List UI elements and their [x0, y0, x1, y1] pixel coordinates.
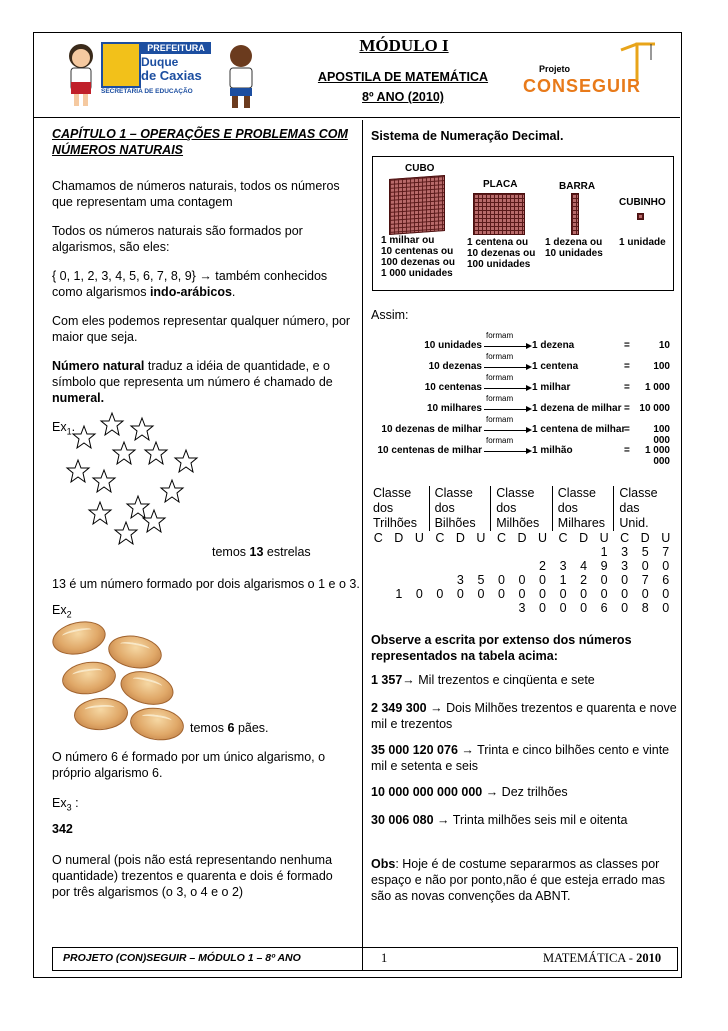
arrow-right-icon: [484, 388, 530, 389]
table-cell: 1: [600, 545, 608, 559]
conversion-equals: =: [624, 340, 630, 351]
column-divider: [362, 120, 363, 955]
star-icon: [115, 522, 137, 544]
table-cell: [491, 545, 512, 559]
ex1-tail: .: [71, 420, 76, 434]
footer-subject-text: MATEMÁTICA -: [543, 951, 637, 965]
conversion-figure: [372, 331, 674, 467]
barra-desc-line: 1 dezena ou: [545, 237, 603, 248]
table-cell: 0: [559, 587, 567, 601]
table-cell: 1: [395, 587, 403, 601]
bread-caption-c: pães.: [234, 721, 269, 735]
table-cell: 0: [600, 587, 608, 601]
footer-project: PROJETO (CON)SEGUIR – MÓDULO 1 – 8º ANO: [63, 952, 301, 964]
footer-year: 2010: [636, 951, 662, 965]
column-header: C: [435, 531, 445, 545]
projeto-conseguir-logo: [517, 40, 665, 110]
table-cell: [368, 559, 389, 573]
table-cell: [430, 573, 451, 587]
table-cell: [450, 601, 471, 615]
logo-projeto-text: Projeto: [539, 64, 571, 74]
table-cell: 6: [600, 601, 608, 615]
arrow-right-icon: [484, 451, 530, 452]
paragraph-digits: [52, 268, 357, 300]
duque-de-caxias-logo: [101, 42, 211, 100]
star-icon: [73, 426, 95, 448]
classes-table: [368, 486, 676, 615]
column-header: D: [517, 531, 527, 545]
table-cell: [491, 559, 512, 573]
stars-caption: [212, 545, 311, 559]
table-cell: 0: [580, 601, 588, 615]
table-cell: 0: [580, 587, 588, 601]
column-header: U: [599, 531, 609, 545]
table-cell: 0: [662, 601, 670, 615]
table-cell: [409, 573, 430, 587]
column-header: D: [640, 531, 650, 545]
example-3-label: [52, 795, 79, 816]
table-cell: 0: [539, 573, 546, 587]
number-words-item: [371, 700, 677, 732]
placa-label: PLACA: [483, 179, 518, 190]
table-cell: 0: [497, 587, 505, 601]
item-words: Dez trilhões: [498, 785, 568, 799]
conversion-to: 1 centena: [532, 361, 579, 372]
table-cell: 0: [436, 587, 444, 601]
star-icon: [145, 442, 167, 464]
table-cell: [430, 559, 451, 573]
conversion-from: 10 unidades: [424, 340, 482, 351]
class-header-line: dos: [496, 501, 517, 515]
footer-subject: [543, 951, 661, 966]
stars-illustration: [64, 408, 214, 548]
paragraph-algarismos: Todos os números naturais são formados por algarismos, são eles:: [52, 224, 303, 254]
table-cell: 0: [662, 559, 670, 573]
column-header: D: [455, 531, 465, 545]
cubinho-label: CUBINHO: [619, 197, 666, 208]
table-cell: 0: [641, 559, 649, 573]
obs-text: : Hoje é de costume separarmos as classes por espaço e não por ponto,não é que esteja errado mas são as novas convenções da ABNT.: [371, 857, 665, 903]
class-header-line: dos: [434, 501, 455, 515]
column-header: C: [496, 531, 506, 545]
table-cell: 3: [559, 559, 567, 573]
barra-label: BARRA: [559, 181, 596, 192]
table-cell: 0: [477, 587, 485, 601]
cubo-desc-line: 1 000 unidades: [381, 268, 453, 279]
item-words: Mil trezentos e cinqüenta e sete: [414, 673, 595, 687]
star-icon: [113, 442, 135, 464]
numeral-word: numeral.: [52, 391, 105, 405]
table-cell: 0: [662, 587, 670, 601]
conversion-value: 1 000: [644, 382, 670, 393]
table-row: [368, 587, 676, 601]
section-heading: Sistema de Numeração Decimal.: [371, 129, 564, 143]
class-header: [553, 486, 615, 531]
footer-divider: [362, 947, 363, 971]
placa-desc-line: 10 dezenas ou: [467, 248, 536, 259]
conversion-equals: =: [624, 445, 630, 456]
class-header-line: Unid.: [619, 516, 649, 530]
table-cell: 8: [641, 601, 649, 615]
module-title: MÓDULO I: [359, 36, 449, 55]
digits-period: .: [231, 285, 236, 299]
number-342: 342: [52, 822, 73, 836]
bread-caption: [190, 721, 269, 735]
conversion-equals: =: [624, 403, 630, 414]
table-row: [368, 559, 676, 573]
conversion-value: 10: [658, 340, 670, 351]
table-cell: 5: [641, 545, 649, 559]
example-2-label: [52, 602, 72, 623]
conversion-value: 1 000 000: [644, 445, 670, 467]
item-arrow: →: [426, 701, 443, 715]
star-icon: [175, 450, 197, 472]
unit-block-icon: [637, 213, 644, 220]
base-ten-blocks-figure: [372, 156, 674, 291]
class-header-line: dos: [557, 501, 578, 515]
page-number: 1: [381, 951, 388, 965]
table-cell: [389, 601, 410, 615]
class-header-line: Classe: [496, 486, 535, 500]
table-cell: [430, 601, 451, 615]
table-cell: [409, 545, 430, 559]
conversion-equals: =: [624, 382, 630, 393]
class-header-line: das: [619, 501, 640, 515]
cubinho-description: [619, 237, 666, 248]
table-cell: 4: [580, 559, 588, 573]
crane-icon: [617, 40, 657, 80]
cubo-desc-line: 10 centenas ou: [381, 246, 454, 257]
table-cell: 2: [580, 573, 588, 587]
item-words: Dois Milhões trezentos e quarenta e nove mil e trezentos: [371, 701, 677, 731]
formam-label: formam: [486, 373, 514, 382]
item-number: 10 000 000 000 000: [371, 785, 483, 799]
barra-description: [545, 237, 603, 259]
table-row: [368, 545, 676, 559]
conversion-from: 10 centenas: [424, 382, 482, 393]
ex3-tail: :: [71, 796, 79, 810]
chapter-title: CAPÍTULO 1 – OPERAÇÕES E PROBLEMAS COM NÚMEROS NATURAIS: [52, 127, 348, 157]
conversion-to: 1 milhar: [532, 382, 571, 393]
item-words: Trinta e cinco bilhões cento e vinte mil e setenta e seis: [371, 743, 670, 773]
table-cell: 7: [662, 545, 670, 559]
left-column: [52, 126, 357, 440]
class-header: [491, 486, 553, 531]
arrow-right-icon: [484, 346, 530, 347]
table-cell: [512, 559, 533, 573]
formam-label: formam: [486, 436, 514, 445]
logo-duque-text: Duque: [141, 55, 179, 69]
logo-caxias-text: de Caxias: [141, 68, 202, 83]
logo-secretaria-text: SECRETARIA DE EDUCAÇÃO: [101, 88, 193, 95]
class-header-line: Classe: [434, 486, 473, 500]
stars-caption-a: temos: [212, 545, 250, 559]
class-header-line: Milhares: [557, 516, 606, 530]
placa-desc-line: 100 unidades: [467, 259, 531, 270]
table-row: [368, 601, 676, 615]
conversion-from: 10 dezenas de milhar: [381, 424, 482, 435]
table-cell: 0: [621, 573, 629, 587]
cubinho-desc-line: 1 unidade: [619, 237, 666, 248]
formam-label: formam: [486, 331, 514, 340]
table-cell: 0: [518, 573, 526, 587]
formam-label: formam: [486, 415, 514, 424]
column-header: C: [620, 531, 630, 545]
placa-description: [467, 237, 535, 270]
conversion-to: 1 dezena de milhar: [532, 403, 622, 414]
formam-label: formam: [486, 394, 514, 403]
table-cell: 3: [456, 573, 464, 587]
conversion-value: 10 000: [639, 403, 670, 414]
table-cell: 0: [621, 601, 629, 615]
table-cell: [389, 559, 410, 573]
table-cell: [450, 559, 471, 573]
class-header-line: dos: [373, 501, 394, 515]
table-cell: [389, 545, 410, 559]
star-icon: [161, 480, 183, 502]
class-header: [430, 486, 492, 531]
cubo-label: CUBO: [405, 163, 435, 174]
paragraph-13: 13 é um número formado por dois algarismos o 1 e o 3.: [52, 577, 360, 591]
star-icon: [93, 470, 115, 492]
obs-label: Obs: [371, 857, 396, 871]
girl-mascot-logo: [63, 42, 99, 110]
column-header: U: [414, 531, 424, 545]
table-cell: [491, 601, 512, 615]
conversion-from: 10 milhares: [426, 403, 482, 414]
grade-title: 8º ANO (2010): [362, 90, 444, 104]
conversion-value: 100: [653, 361, 670, 372]
item-words: Trinta milhões seis mil e oitenta: [449, 813, 628, 827]
cubo-description: [381, 235, 455, 279]
table-cell: 0: [600, 573, 608, 587]
table-cell: [471, 601, 492, 615]
table-cell: 0: [621, 587, 629, 601]
bread-count: 6: [227, 721, 235, 735]
digits-text: { 0, 1, 2, 3, 4, 5, 6, 7, 8, 9} → também conhecidos como algarismos: [52, 269, 328, 299]
table-cell: [471, 545, 492, 559]
table-cell: [389, 573, 410, 587]
table-cell: 1: [559, 573, 567, 587]
stars-caption-c: estrelas: [263, 545, 311, 559]
class-header: [368, 486, 430, 531]
table-cell: 7: [641, 573, 649, 587]
column-header: U: [661, 531, 671, 545]
table-cell: [368, 545, 389, 559]
class-header-line: Bilhões: [434, 516, 476, 530]
number-words-item: [371, 812, 677, 828]
column-header: D: [579, 531, 589, 545]
table-cell: 0: [497, 573, 505, 587]
number-words-item: [371, 742, 677, 774]
conversion-equals: =: [624, 424, 630, 435]
indo-arabicos-text: indo-arábicos: [149, 285, 232, 299]
numeral-def-text: traduz a idéia de quantidade, e o símbolo que representa um número é chamado de: [52, 359, 333, 389]
table-cell: 5: [477, 573, 485, 587]
ex3-sub: 3: [66, 802, 72, 813]
boy-mascot-logo: [221, 42, 261, 110]
table-cell: 3: [621, 559, 629, 573]
paragraph-numeral: [52, 358, 357, 406]
star-icon: [127, 496, 149, 518]
table-cell: [368, 587, 389, 601]
table-cell: 6: [662, 573, 670, 587]
ex2-sub: 2: [66, 609, 72, 620]
column-header: C: [558, 531, 568, 545]
table-cell: [553, 545, 574, 559]
class-header: [614, 486, 676, 531]
table-row: [368, 573, 676, 587]
ex3-text: Ex: [52, 796, 67, 810]
paragraph-any-number: Com eles podemos representar qualquer número, por maior que seja.: [52, 314, 351, 344]
footer: [52, 947, 678, 971]
item-arrow: →: [402, 673, 415, 687]
class-header-line: Classe: [557, 486, 596, 500]
item-number: 35 000 120 076: [371, 743, 458, 757]
table-cell: [450, 545, 471, 559]
ex2-text: Ex: [52, 603, 67, 617]
bread-caption-a: temos: [190, 721, 228, 735]
formam-label: formam: [486, 352, 514, 361]
column-header: U: [476, 531, 486, 545]
arrow-right-icon: [484, 367, 530, 368]
star-icon: [143, 510, 165, 532]
flat-block-icon: [473, 193, 525, 235]
star-icon: [89, 502, 111, 524]
class-header-line: Trilhões: [373, 516, 417, 530]
conversion-from: 10 dezenas: [428, 361, 482, 372]
table-cell: [532, 545, 553, 559]
table-cell: 9: [600, 559, 608, 573]
ex1-text: Ex: [52, 420, 67, 434]
item-number: 30 006 080: [371, 813, 434, 827]
item-number: 2 349 300: [371, 701, 427, 715]
table-cell: [512, 545, 533, 559]
table-cell: [368, 573, 389, 587]
table-cell: 3: [621, 545, 629, 559]
paragraph-6: O número 6 é formado por um único algarismo, o próprio algarismo 6.: [52, 750, 326, 780]
rod-block-icon: [571, 193, 579, 235]
observe-text: Observe a escrita por extenso dos números representados na tabela acima:: [371, 633, 632, 663]
assim-label: Assim:: [371, 308, 409, 322]
table-cell: [430, 545, 451, 559]
number-words-item: [371, 672, 677, 688]
booklet-title: APOSTILA DE MATEMÁTICA: [317, 70, 489, 84]
class-header-line: Classe: [619, 486, 658, 500]
item-arrow: →: [457, 743, 474, 757]
cubo-desc-line: 1 milhar ou: [381, 235, 435, 246]
table-cell: 0: [415, 587, 423, 601]
star-icon: [131, 418, 153, 440]
header: [33, 32, 680, 116]
arrow-right-icon: [484, 409, 530, 410]
conversion-to: 1 dezena: [532, 340, 575, 351]
table-cell: 3: [518, 601, 526, 615]
arrow-right-icon: [484, 430, 530, 431]
class-header-line: Classe: [373, 486, 412, 500]
table-cell: 0: [518, 587, 526, 601]
numero-natural-text: Número natural: [52, 359, 145, 373]
table-cell: [409, 559, 430, 573]
table-cell: 0: [641, 587, 649, 601]
header-divider: [33, 117, 680, 118]
column-header: D: [394, 531, 404, 545]
conversion-value: 100 000: [653, 424, 670, 446]
table-cell: 0: [539, 601, 546, 615]
item-number: 1 357: [371, 673, 403, 687]
barra-desc-line: 10 unidades: [545, 248, 603, 259]
number-words-item: [371, 784, 677, 800]
cubo-desc-line: 100 dezenas ou: [381, 257, 455, 268]
star-icon: [67, 460, 89, 482]
column-header: C: [373, 531, 383, 545]
conversion-from: 10 centenas de milhar: [377, 445, 482, 456]
table-cell: [368, 601, 389, 615]
cube-block-icon: [389, 175, 445, 235]
conversion-to: 1 centena de milhar: [532, 424, 626, 435]
conversion-to: 1 milhão: [532, 445, 573, 456]
conversion-equals: =: [624, 361, 630, 372]
paragraph-342: O numeral (pois não está representando nenhuma quantidade) trezentos e quarenta e dois é formado por três algarismos (o 3, o 4 e o 2): [52, 853, 333, 899]
placa-desc-line: 1 centena ou: [467, 237, 529, 248]
column-header: U: [538, 531, 548, 545]
star-icon: [101, 413, 123, 435]
item-arrow: →: [482, 785, 499, 799]
stars-count: 13: [249, 545, 264, 559]
obs-paragraph: [371, 856, 671, 904]
table-cell: [409, 601, 430, 615]
table-cell: 2: [539, 559, 546, 573]
table-cell: 0: [456, 587, 464, 601]
table-cell: 0: [559, 601, 567, 615]
item-arrow: →: [433, 813, 450, 827]
table-cell: [471, 559, 492, 573]
table-cell: 0: [539, 587, 546, 601]
ex1-sub: 1: [66, 426, 72, 437]
paragraph-natural-numbers: Chamamos de números naturais, todos os números que representam uma contagem: [52, 179, 340, 209]
table-cell: [573, 545, 594, 559]
class-header-line: Milhões: [496, 516, 540, 530]
logo-prefeitura-text: PREFEITURA: [141, 42, 211, 54]
logo-conseguir-text: CONSEGUIR: [523, 76, 642, 96]
